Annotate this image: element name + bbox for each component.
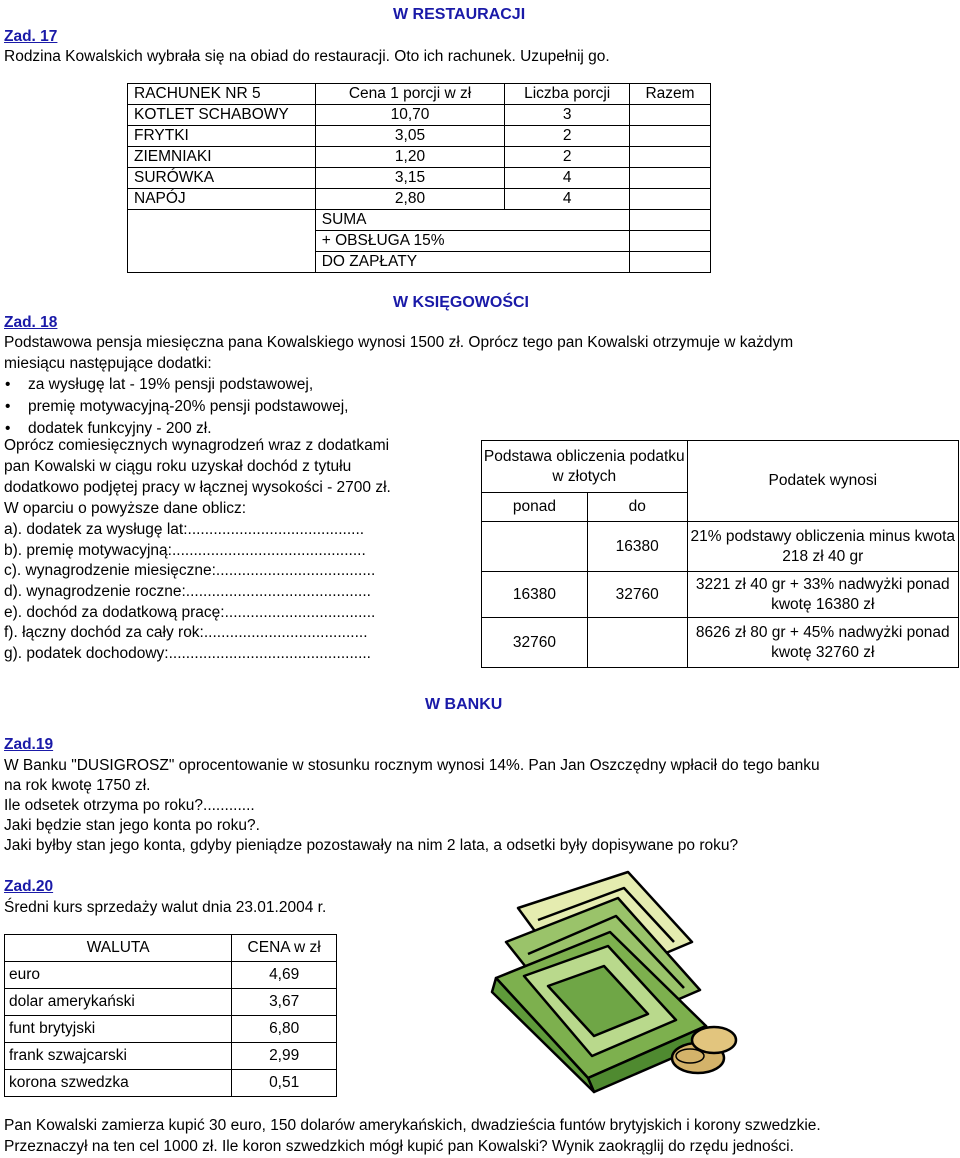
bill-header: RACHUNEK NR 5 <box>128 84 316 105</box>
item-qty: 4 <box>505 168 630 189</box>
summary-value-cell[interactable] <box>630 210 711 231</box>
fx-table <box>4 934 337 1097</box>
question-a: a). dodatek za wysługę lat:......................................... <box>4 521 365 538</box>
summary-value-cell[interactable] <box>630 231 711 252</box>
item-total-cell[interactable] <box>630 189 711 210</box>
fx-header-row <box>5 935 337 962</box>
tax-base-header: Podstawa obliczenia podatku w złotych <box>482 441 688 493</box>
summary-label: DO ZAPŁATY <box>315 252 629 273</box>
table-row <box>128 147 711 168</box>
table-row <box>128 105 711 126</box>
list-item: • premię motywacyjną-20% pensji podstawowej, <box>0 396 348 418</box>
final-line: Pan Kowalski zamierza kupić 30 euro, 150 dolarów amerykańskich, dwadzieścia funtów brytyjskich i korony szwedzkie. <box>4 1117 821 1134</box>
zad20-line: Średni kurs sprzedaży walut dnia 23.01.2004 r. <box>4 899 327 916</box>
allowances-list <box>0 374 348 440</box>
question-g: g). podatek dochodowy:............................................... <box>4 645 371 662</box>
tax-from: 32760 <box>482 618 588 668</box>
zad18-paragraph: pan Kowalski w ciągu roku uzyskał dochód z tytułu <box>4 458 352 475</box>
bill-header: Cena 1 porcji w zł <box>315 84 505 105</box>
fx-header: CENA w zł <box>232 935 337 962</box>
item-name: KOTLET SCHABOWY <box>128 105 316 126</box>
tax-from <box>482 522 588 572</box>
table-row <box>128 168 711 189</box>
zad19-line: W Banku "DUSIGROSZ" oprocentowanie w stosunku rocznym wynosi 14%. Pan Jan Oszczędny wpłacił do tego banku <box>4 757 820 774</box>
zad18-line: miesiącu następujące dodatki: <box>4 355 212 372</box>
question-d: d). wynagrodzenie roczne:........................................... <box>4 583 371 600</box>
zad19-line: Jaki będzie stan jego konta po roku?. <box>4 817 260 834</box>
item-price: 3,15 <box>315 168 505 189</box>
bill-header-row <box>128 84 711 105</box>
item-total-cell[interactable] <box>630 105 711 126</box>
tax-to-header: do <box>587 493 687 522</box>
zad18-paragraph: Oprócz comiesięcznych wynagrodzeń wraz z dodatkami <box>4 437 390 454</box>
tax-amount-header: Podatek wynosi <box>687 441 958 522</box>
table-row <box>482 572 959 618</box>
tax-table <box>481 440 959 668</box>
zad20-label: Zad.20 <box>4 878 54 895</box>
zad19-line: na rok kwotę 1750 zł. <box>4 777 151 794</box>
item-price: 1,20 <box>315 147 505 168</box>
item-total-cell[interactable] <box>630 126 711 147</box>
summary-value-cell[interactable] <box>630 252 711 273</box>
fx-price: 0,51 <box>232 1070 337 1097</box>
restaurant-heading: W RESTAURACJI <box>393 6 526 23</box>
item-qty: 4 <box>505 189 630 210</box>
fx-price: 6,80 <box>232 1016 337 1043</box>
zad18-paragraph: dodatkowo podjętej pracy w łącznej wysokości - 2700 zł. <box>4 479 391 496</box>
table-row <box>5 1070 337 1097</box>
fx-price: 4,69 <box>232 962 337 989</box>
tax-from: 16380 <box>482 572 588 618</box>
zad19-label: Zad.19 <box>4 736 54 753</box>
tax-rule: 21% podstawy obliczenia minus kwota 218 zł 40 gr <box>687 522 958 572</box>
item-price: 3,05 <box>315 126 505 147</box>
bank-heading: W BANKU <box>425 696 503 713</box>
fx-currency: korona szwedzka <box>5 1070 232 1097</box>
item-name: NAPÓJ <box>128 189 316 210</box>
tax-header-row <box>482 441 959 493</box>
zad19-line: Jaki byłby stan jego konta, gdyby pieniądze pozostawały na nim 2 lata, a odsetki były dopisywane po roku? <box>4 837 739 854</box>
final-line: Przeznaczył na ten cel 1000 zł. Ile koron szwedzkich mógł kupić pan Kowalski? Wynik zaokrąglij do rzędu jedności. <box>4 1138 794 1155</box>
item-name: FRYTKI <box>128 126 316 147</box>
money-stack-icon <box>478 850 740 1095</box>
table-row <box>128 126 711 147</box>
zad18-line: Podstawowa pensja miesięczna pana Kowalskiego wynosi 1500 zł. Oprócz tego pan Kowalski otrzymuje w każdym <box>4 334 794 351</box>
zad19-line: Ile odsetek otrzyma po roku?............ <box>4 797 255 814</box>
zad17-text: Rodzina Kowalskich wybrała się na obiad do restauracji. Oto ich rachunek. Uzupełnij go. <box>4 48 610 65</box>
fx-currency: frank szwajcarski <box>5 1043 232 1070</box>
item-qty: 3 <box>505 105 630 126</box>
tax-from-header: ponad <box>482 493 588 522</box>
item-price: 2,80 <box>315 189 505 210</box>
item-qty: 2 <box>505 147 630 168</box>
fx-price: 3,67 <box>232 989 337 1016</box>
tax-to: 16380 <box>587 522 687 572</box>
fx-currency: funt brytyjski <box>5 1016 232 1043</box>
item-name: SURÓWKA <box>128 168 316 189</box>
list-item: • za wysługę lat - 19% pensji podstawowej, <box>0 374 348 396</box>
fx-currency: dolar amerykański <box>5 989 232 1016</box>
accounting-heading: W KSIĘGOWOŚCI <box>393 294 529 311</box>
table-row <box>482 618 959 668</box>
bill-header: Razem <box>630 84 711 105</box>
table-row <box>5 1016 337 1043</box>
question-c: c). wynagrodzenie miesięczne:..................................... <box>4 562 376 579</box>
table-row <box>482 522 959 572</box>
bill-table <box>127 83 711 273</box>
tax-rule: 8626 zł 80 gr + 45% nadwyżki ponad kwotę 32760 zł <box>687 618 958 668</box>
fx-price: 2,99 <box>232 1043 337 1070</box>
question-e: e). dochód za dodatkową pracę:................................... <box>4 604 376 621</box>
list-item: • dodatek funkcyjny - 200 zł. <box>0 418 348 440</box>
fx-currency: euro <box>5 962 232 989</box>
table-row <box>5 1043 337 1070</box>
table-row <box>5 989 337 1016</box>
question-f: f). łączny dochód za cały rok:...................................... <box>4 624 368 641</box>
tax-to: 32760 <box>587 572 687 618</box>
tax-to <box>587 618 687 668</box>
question-b: b). premię motywacyjną:............................................. <box>4 542 366 559</box>
zad18-label: Zad. 18 <box>4 314 58 331</box>
summary-label: + OBSŁUGA 15% <box>315 231 629 252</box>
item-price: 10,70 <box>315 105 505 126</box>
zad18-paragraph: W oparciu o powyższe dane oblicz: <box>4 500 247 517</box>
fx-header: WALUTA <box>5 935 232 962</box>
item-total-cell[interactable] <box>630 168 711 189</box>
table-row <box>128 189 711 210</box>
summary-blank <box>128 210 316 273</box>
item-total-cell[interactable] <box>630 147 711 168</box>
tax-rule: 3221 zł 40 gr + 33% nadwyżki ponad kwotę 16380 zł <box>687 572 958 618</box>
bill-header: Liczba porcji <box>505 84 630 105</box>
item-name: ZIEMNIAKI <box>128 147 316 168</box>
summary-row <box>128 210 711 231</box>
summary-label: SUMA <box>315 210 629 231</box>
table-row <box>5 962 337 989</box>
zad17-label: Zad. 17 <box>4 28 58 45</box>
item-qty: 2 <box>505 126 630 147</box>
